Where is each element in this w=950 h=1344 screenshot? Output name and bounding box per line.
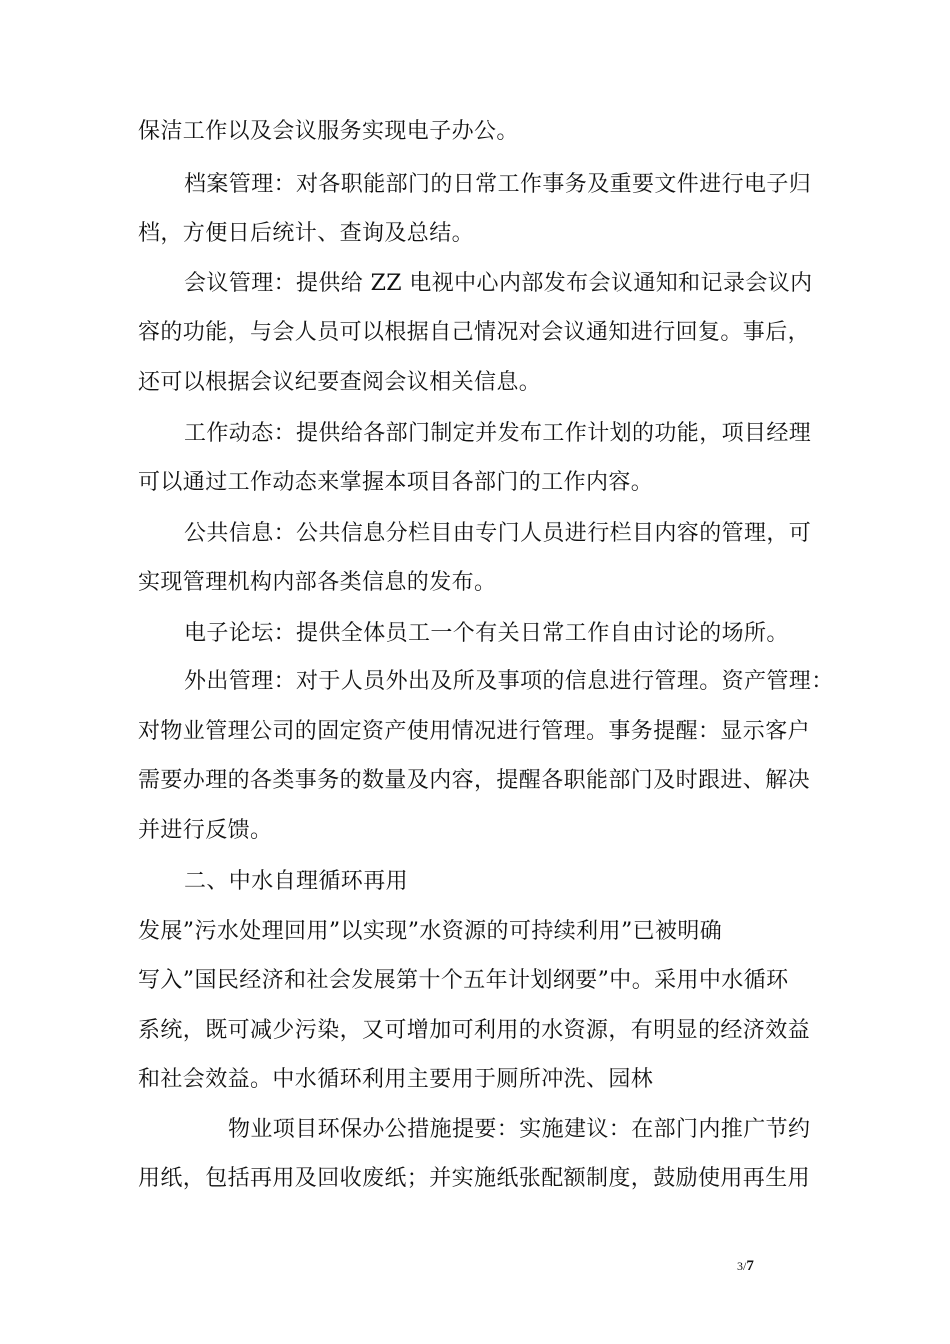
- page-number: [737, 1259, 754, 1273]
- text-line: 会议管理：提供给 ZZ 电视中心内部发布会议通知和记录会议内: [184, 271, 813, 296]
- text-line: 电子论坛：提供全体员工一个有关日常工作自由讨论的场所。: [184, 621, 789, 646]
- text-line: 可以通过工作动态来掌握本项目各部门的工作内容。: [138, 470, 654, 495]
- text-line: 还可以根据会议纪要查阅会议相关信息。: [138, 370, 542, 395]
- text-line: 保洁工作以及会议服务实现电子办公。: [138, 119, 519, 144]
- text-line: 发展”污水处理回用”以实现”水资源的可持续利用”已被明确: [138, 919, 723, 944]
- text-line: 物业项目环保办公措施提要：实施建议：在部门内推广节约: [228, 1117, 811, 1142]
- text-line: 并进行反馈。: [138, 818, 273, 843]
- text-line: 系统，既可减少污染，又可增加可利用的水资源，有明显的经济效益: [138, 1018, 811, 1043]
- text-line: 需要办理的各类事务的数量及内容，提醒各职能部门及时跟进、解决: [138, 768, 811, 793]
- text-line: 对物业管理公司的固定资产使用情况进行管理。事务提醒：显示客户: [138, 719, 811, 744]
- text-line: 用纸，包括再用及回收废纸；并实施纸张配额制度，鼓励使用再生用: [138, 1166, 811, 1191]
- text-line: 工作动态：提供给各部门制定并发布工作计划的功能，项目经理: [184, 421, 812, 446]
- page-number-current: 3/: [737, 1259, 747, 1273]
- text-line: 外出管理：对于人员外出及所及事项的信息进行管理。资产管理：: [184, 669, 834, 694]
- text-line: 和社会效益。中水循环利用主要用于厕所冲洗、园林: [138, 1067, 654, 1092]
- page-number-total: 7: [746, 1258, 754, 1274]
- section-heading: 二、中水自理循环再用: [184, 869, 409, 894]
- text-line: 档，方便日后统计、查询及总结。: [138, 221, 475, 246]
- text-line: 实现管理机构内部各类信息的发布。: [138, 570, 497, 595]
- text-line: 写入”国民经济和社会发展第十个五年计划纲要”中。采用中水循环: [138, 968, 789, 993]
- text-line: 公共信息：公共信息分栏目由专门人员进行栏目内容的管理，可: [184, 521, 812, 546]
- text-line: 档案管理：对各职能部门的日常工作事务及重要文件进行电子归: [184, 172, 812, 197]
- text-line: 容的功能，与会人员可以根据自己情况对会议通知进行回复。事后，: [138, 320, 811, 345]
